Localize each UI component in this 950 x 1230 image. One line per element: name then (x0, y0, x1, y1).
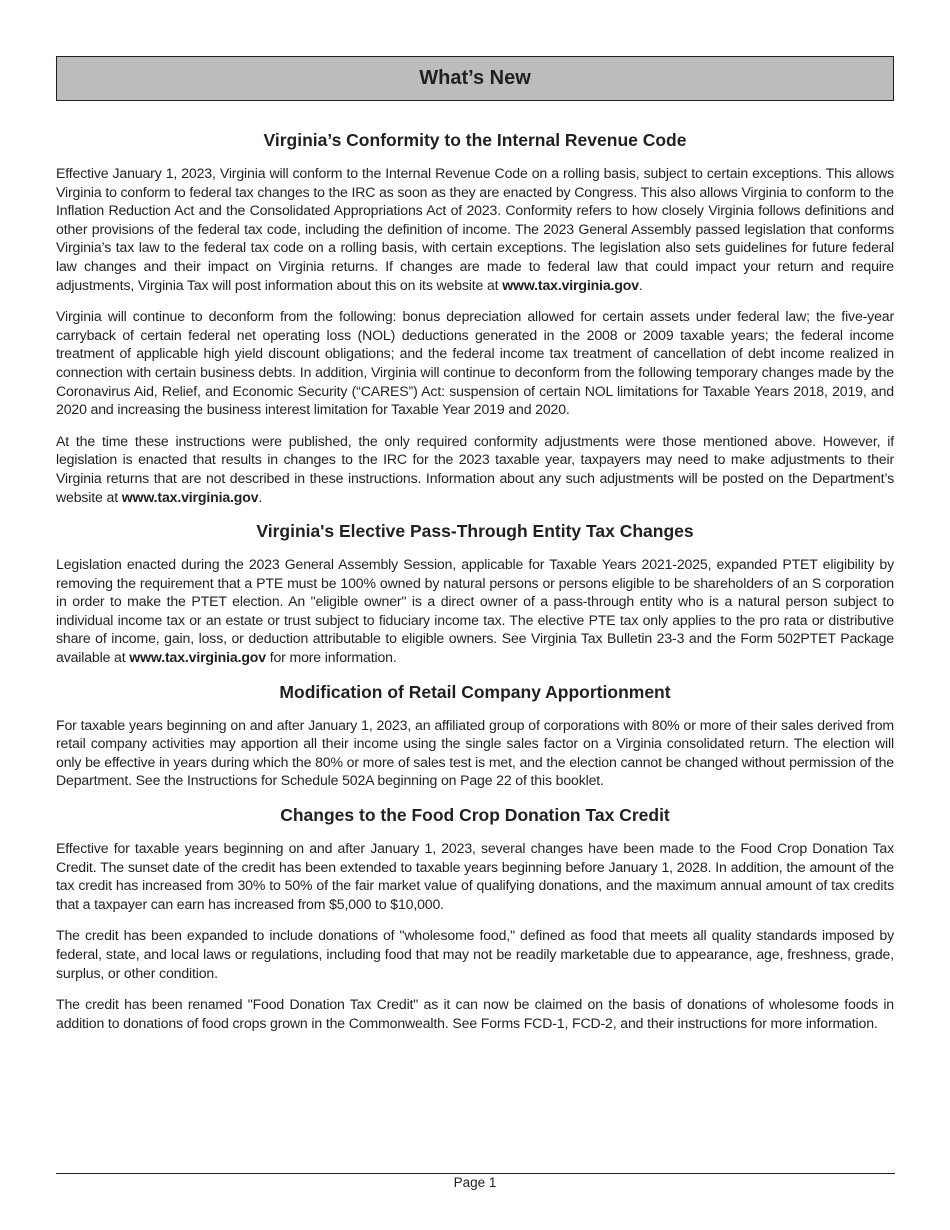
paragraph: The credit has been renamed "Food Donation Tax Credit" as it can now be claimed on the basis of donations of wholesome foods in addition to donations of food crops grown in the Commonwealth. See Forms FCD-1, FCD-2, and their instructions for more information. (56, 996, 894, 1031)
paragraph: Legislation enacted during the 2023 General Assembly Session, applicable for Taxable Years 2021-2025, expanded PTET eligibility by removing the requirement that a PTE must be 100% owned by natural persons or persons eligible to be shareholders of an S corporation in order to make the PTET election. An "eligible owner" is a direct owner of a pass-through entity who is a natural person subject to individual income tax or an estate or trust subject to fiduciary income tax. The elective PTE tax only applies to the pro rata or distributive share of income, gain, loss, or deduction attributable to eligible owners. See Virginia Tax Bulletin 23-3 and the Form 502PTET Package available at www.tax.virginia.gov for more information. (56, 556, 894, 666)
website-link[interactable]: www.tax.virginia.gov (129, 649, 266, 666)
whats-new-banner (56, 56, 894, 101)
section-heading-irc-conformity: Virginia’s Conformity to the Internal Revenue Code (263, 130, 687, 150)
paragraph: Effective for taxable years beginning on and after January 1, 2023, several changes have been made to the Food Crop Donation Tax Credit. The sunset date of the credit has been extended to taxable years beginning before January 1, 2028. In addition, the amount of the tax credit has increased from 30% to 50% of the fair market value of qualifying donations, and the maximum annual amount of tax credits that a taxpayer can earn has increased from $5,000 to $10,000. (56, 840, 894, 912)
section-heading-food-crop-credit: Changes to the Food Crop Donation Tax Credit (280, 805, 670, 826)
paragraph: Virginia will continue to deconform from the following: bonus depreciation allowed for certain assets under federal law; the five-year carryback of certain federal net operating loss (NOL) deductions generated in the 2008 or 2009 taxable years; the federal income treatment of applicable high yield discount obligations; and the federal income tax treatment of cancellation of debt income realized in connection with certain business debts. In addition, Virginia will continue to deconform from the following temporary changes made by the Coronavirus Aid, Relief, and Economic Security (“CARES”) Act: suspension of certain NOL limitations for Taxable Years 2018, 2019, and 2020 and increasing the business interest limitation for Taxable Year 2019 and 2020. (56, 308, 894, 418)
footer-divider (56, 1173, 895, 1174)
website-link[interactable]: www.tax.virginia.gov (502, 276, 639, 293)
banner-title: What’s New (419, 67, 531, 89)
paragraph: At the time these instructions were published, the only required conformity adjustments were those mentioned above. However, if legislation is enacted that results in changes to the IRC for the 2023 taxable year, taxpayers may need to make adjustments to their Virginia returns that are not described in these instructions. Information about any such adjustments will be posted on the Department’s website at www.tax.virginia.gov. (56, 432, 894, 505)
paragraph: Effective January 1, 2023, Virginia will conform to the Internal Revenue Code on a rolling basis, subject to certain exceptions. This allows Virginia to conform to federal tax changes to the IRC as soon as they are enacted by Congress. This also allows Virginia to conform to the Inflation Reduction Act and the Consolidated Appropriations Act of 2023. Conformity refers to how closely Virginia follows definitions and other provisions of the federal tax code, including the definition of income. The 2023 General Assembly passed legislation that conforms Virginia’s tax law to the federal tax code on a rolling basis, with certain exceptions. The legislation also sets guidelines for future federal law changes and their impact on Virginia returns. If changes are made to federal law that could impact your return and require adjustments, Virginia Tax will post information about this on its website at www.tax.virginia.gov. (56, 165, 894, 293)
website-link[interactable]: www.tax.virginia.gov (121, 488, 259, 505)
page-number: Page 1 (453, 1175, 497, 1190)
document-page (56, 56, 894, 1032)
section-heading-retail-apportionment: Modification of Retail Company Apportionment (279, 681, 671, 702)
paragraph: The credit has been expanded to include donations of "wholesome food," defined as food that meets all quality standards imposed by federal, state, and local laws or regulations, including food that may not be readily marketable due to appearance, age, freshness, grade, surplus, or other condition. (56, 927, 894, 981)
section-heading-ptet-changes: Virginia's Elective Pass-Through Entity Tax Changes (256, 521, 694, 542)
paragraph: For taxable years beginning on and after January 1, 2023, an affiliated group of corporations with 80% or more of their sales derived from retail company activities may apportion all their income using the single sales factor on a Virginia consolidated return. The election will only be effective in years during which the 80% or more of sales test is met, and the election cannot be changed without permission of the Department. See the Instructions for Schedule 502A beginning on Page 22 of this booklet. (56, 716, 894, 789)
